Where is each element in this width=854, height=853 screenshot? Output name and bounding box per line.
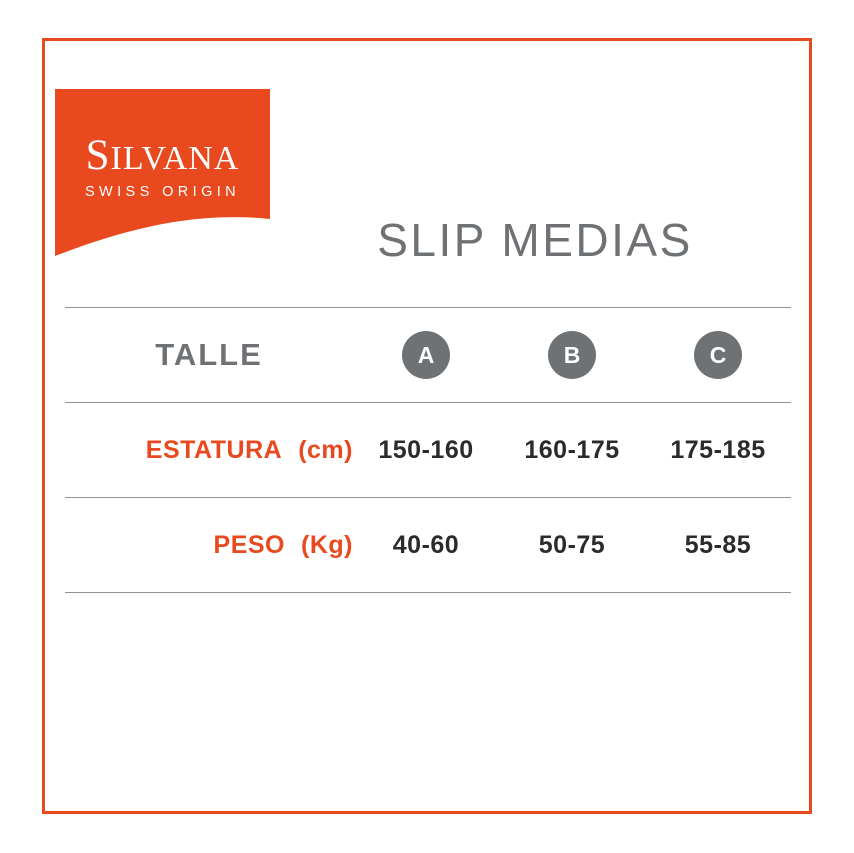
table-row xyxy=(65,498,791,593)
size-badge-a: A xyxy=(402,331,450,379)
header-size-c-cell xyxy=(645,308,791,403)
cell-estatura-b: 160-175 xyxy=(499,403,645,498)
brand-name-initial: S xyxy=(85,131,111,179)
cell-peso-a: 40-60 xyxy=(353,498,499,593)
orange-border-frame xyxy=(42,38,812,814)
cell-estatura-a: 150-160 xyxy=(353,403,499,498)
size-badge-c: C xyxy=(694,331,742,379)
brand-logo-text xyxy=(55,89,270,256)
table-header-row xyxy=(65,308,791,403)
row-label-estatura xyxy=(65,403,353,498)
brand-name-rest: ILVANA xyxy=(110,139,240,177)
brand-tagline: SWISS ORIGIN xyxy=(84,183,241,200)
row-label-peso xyxy=(65,498,353,593)
size-chart xyxy=(65,307,791,593)
row-label-peso-text: PESO xyxy=(213,530,286,559)
cell-peso-b: 50-75 xyxy=(499,498,645,593)
header-size-a-cell xyxy=(353,308,499,403)
brand-logo xyxy=(55,89,270,256)
size-table xyxy=(65,307,791,593)
row-unit-estatura: (cm) xyxy=(298,435,353,464)
row-unit-peso: (Kg) xyxy=(301,530,353,559)
header-size-b-cell xyxy=(499,308,645,403)
brand-name xyxy=(85,131,240,179)
cell-estatura-c: 175-185 xyxy=(645,403,791,498)
table-row xyxy=(65,403,791,498)
row-label-estatura-text: ESTATURA xyxy=(145,435,283,464)
page-title: SLIP MEDIAS xyxy=(377,214,693,266)
cell-peso-c: 55-85 xyxy=(645,498,791,593)
size-badge-b: B xyxy=(548,331,596,379)
header-talle: TALLE xyxy=(65,308,353,403)
